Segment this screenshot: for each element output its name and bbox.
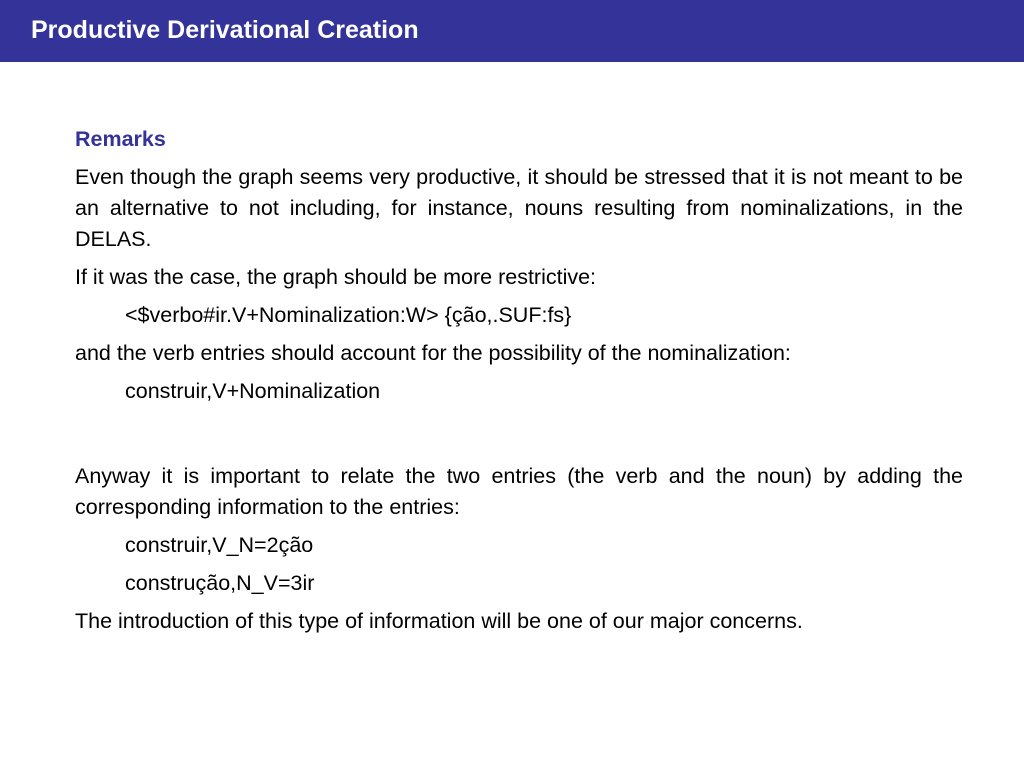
paragraph-restrictive-case: If it was the case, the graph should be more restrictive: <box>75 265 597 289</box>
paragraph-conclusion: The introduction of this type of information will be one of our major concerns. <box>75 609 803 633</box>
title-bar <box>0 0 1024 62</box>
section-heading-remarks: Remarks <box>75 127 166 151</box>
code-noun-verb-link: construção,N_V=3ir <box>125 571 315 595</box>
code-verb-noun-link: construir,V_N=2ção <box>125 533 314 557</box>
code-verb-entry: construir,V+Nominalization <box>125 379 381 403</box>
paragraph-graph-productivity: Even though the graph seems very productive, it should be stressed that it is not meant to be an alternative to not including, for instance, nouns resulting from nominalizations, in the DELAS. <box>75 165 963 251</box>
slide-content <box>75 124 963 644</box>
spacer <box>75 414 963 461</box>
code-graph-rule: <$verbo#ir.V+Nominalization:W> {ção,.SUF:fs} <box>125 303 572 327</box>
paragraph-verb-entries: and the verb entries should account for the possibility of the nominalization: <box>75 341 791 365</box>
paragraph-relate-entries: Anyway it is important to relate the two entries (the verb and the noun) by adding the corresponding information to the entries: <box>75 464 963 519</box>
slide-title: Productive Derivational Creation <box>31 16 419 44</box>
